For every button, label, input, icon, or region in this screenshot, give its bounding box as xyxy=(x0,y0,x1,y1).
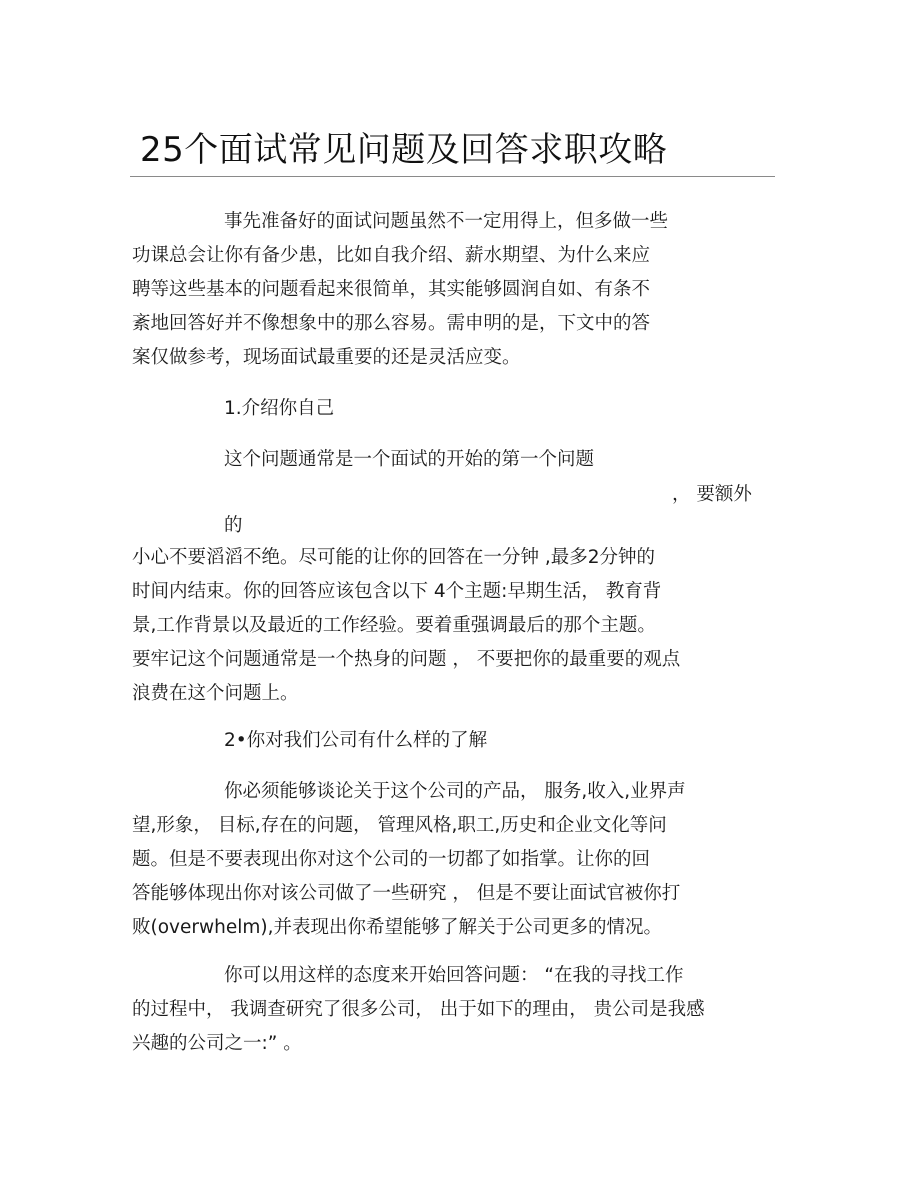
q1-line: 要牢记这个问题通常是一个热身的问题 ， 不要把你的最重要的观点 xyxy=(132,649,681,670)
intro-line: 功课总会让你有备少患，比如自我介绍、薪水期望、为什么来应 xyxy=(132,245,651,266)
intro-line: 事先准备好的面试问题虽然不一定用得上，但多做一些 xyxy=(224,211,669,232)
q2-heading: 2•你对我们公司有什么样的了解 xyxy=(224,730,488,751)
intro-line: 紊地回答好并不像想象中的那么容易。需申明的是，下文中的答 xyxy=(132,313,651,334)
q1-line: 浪费在这个问题上。 xyxy=(132,683,299,704)
q1-line: ， 要额外 xyxy=(672,484,752,505)
q1-heading: 1.介绍你自己 xyxy=(224,398,335,419)
q1-line: 小心不要滔滔不绝。尽可能的让你的回答在一分钟 ,最多2分钟的 xyxy=(132,547,656,568)
q1-line: 时间内结束。你的回答应该包含以下 4个主题:早期生活， 教育背 xyxy=(132,581,662,602)
q2-line: 败(overwhelm),并表现出你希望能够了解关于公司更多的情况。 xyxy=(132,917,662,938)
q1-line: 的 xyxy=(224,515,243,536)
q2-answer-line: 你可以用这样的态度来开始回答问题： “在我的寻找工作 xyxy=(224,965,684,986)
title-underline xyxy=(130,176,775,177)
q2-line: 答能够体现出你对该公司做了一些研究 ， 但是不要让面试官被你打 xyxy=(132,883,681,904)
q2-answer-line: 的过程中， 我调查研究了很多公司， 出于如下的理由， 贵公司是我感 xyxy=(132,999,705,1020)
q1-line: 这个问题通常是一个面试的开始的第一个问题 xyxy=(224,449,595,470)
q1-line: 景,工作背景以及最近的工作经验。要着重强调最后的那个主题。 xyxy=(132,615,656,636)
q2-line: 题。但是不要表现出你对这个公司的一切都了如指掌。让你的回 xyxy=(132,849,651,870)
q2-line: 你必须能够谈论关于这个公司的产品， 服务,收入,业界声 xyxy=(224,781,686,802)
document-title: 25个面试常见问题及回答求职攻略 xyxy=(140,130,668,170)
q2-line: 望,形象， 目标,存在的问题， 管理风格,职工,历史和企业文化等问 xyxy=(132,815,667,836)
intro-line: 案仅做参考，现场面试最重要的还是灵活应变。 xyxy=(132,347,521,368)
q2-answer-line: 兴趣的公司之一:” 。 xyxy=(132,1033,302,1054)
intro-line: 聘等这些基本的问题看起来很简单，其实能够圆润自如、有条不 xyxy=(132,279,651,300)
